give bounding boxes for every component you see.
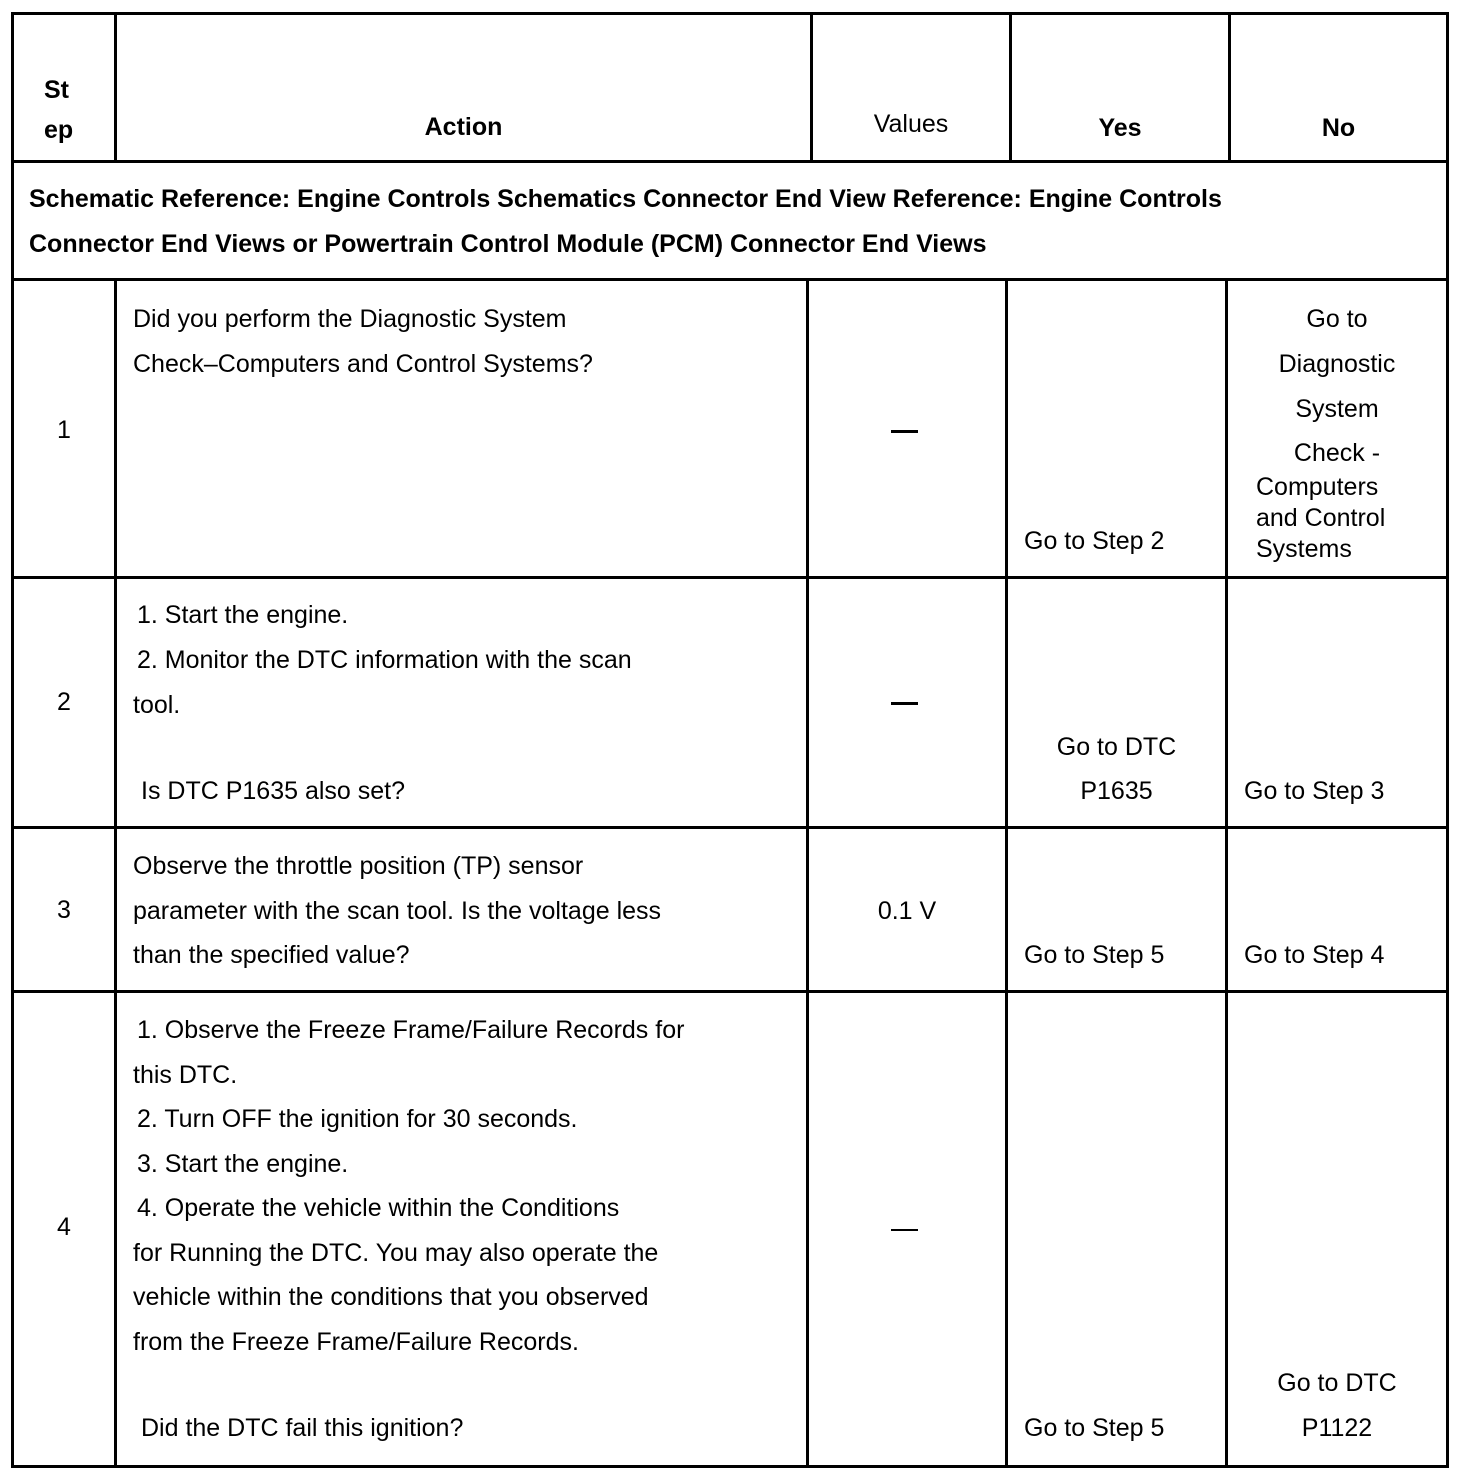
action-line: 1. Observe the Freeze Frame/Failure Records for — [137, 1016, 685, 1044]
values-cell — [809, 829, 1008, 990]
action-line: 2. Monitor the DTC information with the scan — [137, 646, 632, 674]
step-number: 4 — [57, 1213, 71, 1241]
action-line: Did you perform the Diagnostic System — [133, 305, 567, 333]
step-number-cell — [14, 829, 117, 990]
action-line: Check–Computers and Control Systems? — [133, 350, 593, 378]
step-row-3 — [14, 829, 1446, 993]
action-line: 1. Start the engine. — [137, 601, 349, 629]
action-line: vehicle within the conditions that you observed — [133, 1283, 649, 1311]
header-yes-cell — [1012, 15, 1231, 160]
header-no: No — [1321, 114, 1356, 142]
step-number-cell — [14, 579, 117, 826]
no-line: and Control — [1256, 504, 1386, 532]
value-dash — [891, 702, 918, 705]
header-step-cell — [14, 15, 117, 160]
action-line: from the Freeze Frame/Failure Records. — [133, 1328, 579, 1356]
action-line: 2. Turn OFF the ignition for 30 seconds. — [137, 1105, 578, 1133]
action-line: for Running the DTC. You may also operate the — [133, 1239, 659, 1267]
step-row-4 — [14, 993, 1446, 1465]
action-line: tool. — [133, 691, 181, 719]
header-no-cell — [1231, 15, 1446, 160]
values-cell — [809, 281, 1008, 576]
reference-line1: Schematic Reference: Engine Controls Schematics Connector End View Reference: Engine Controls — [29, 185, 1222, 213]
value-dash — [891, 1229, 918, 1231]
diagnostic-table — [11, 12, 1449, 1468]
action-question: Is DTC P1635 also set? — [141, 777, 406, 805]
header-step-line1: St — [44, 76, 69, 104]
action-cell — [117, 829, 809, 990]
yes-line: Go to DTC — [1056, 733, 1177, 761]
no-cell — [1228, 579, 1446, 826]
action-question: Did the DTC fail this ignition? — [141, 1414, 464, 1442]
action-line: 4. Operate the vehicle within the Conditions — [137, 1194, 620, 1222]
no-line: Systems — [1256, 535, 1352, 563]
yes-cell — [1008, 993, 1228, 1465]
yes-line: P1635 — [1080, 777, 1153, 805]
header-values: Values — [873, 110, 949, 138]
yes-action: Go to Step 2 — [1024, 527, 1165, 555]
values-cell — [809, 579, 1008, 826]
yes-cell — [1008, 829, 1228, 990]
no-line: Check - — [1293, 439, 1381, 467]
no-line: P1122 — [1301, 1414, 1373, 1442]
step-number-cell — [14, 993, 117, 1465]
step-number-cell — [14, 281, 117, 576]
yes-cell — [1008, 579, 1228, 826]
no-cell — [1228, 829, 1446, 990]
no-line: Computers — [1256, 473, 1379, 501]
action-line: parameter with the scan tool. Is the voltage less — [133, 897, 662, 925]
values-cell — [809, 993, 1008, 1465]
yes-action: Go to Step 5 — [1024, 1414, 1165, 1442]
no-line: Go to DTC — [1277, 1369, 1397, 1397]
step-number: 3 — [57, 896, 71, 924]
no-action: Go to Step 4 — [1244, 941, 1385, 969]
no-action: Go to Step 3 — [1244, 777, 1385, 805]
no-cell — [1228, 281, 1446, 576]
header-values-cell — [813, 15, 1012, 160]
action-cell — [117, 993, 809, 1465]
step-number: 2 — [57, 688, 71, 716]
action-line: than the specified value? — [133, 941, 410, 969]
action-line: Observe the throttle position (TP) sensor — [133, 852, 584, 880]
header-yes: Yes — [1098, 114, 1142, 142]
step-row-1 — [14, 281, 1446, 579]
action-line: this DTC. — [133, 1061, 238, 1089]
reference-line2: Connector End Views or Powertrain Control Module (PCM) Connector End Views — [29, 230, 987, 258]
step-number: 1 — [57, 416, 71, 444]
action-cell — [117, 281, 809, 576]
yes-cell — [1008, 281, 1228, 576]
step-row-2 — [14, 579, 1446, 829]
no-line: System — [1295, 395, 1379, 423]
header-row — [14, 15, 1446, 163]
action-line: 3. Start the engine. — [137, 1150, 349, 1178]
no-line: Diagnostic — [1278, 350, 1396, 378]
no-cell — [1228, 993, 1446, 1465]
reference-row — [14, 163, 1446, 281]
header-step-line2: ep — [44, 116, 74, 144]
action-cell — [117, 579, 809, 826]
value-dash — [891, 430, 918, 433]
yes-action: Go to Step 5 — [1024, 941, 1165, 969]
header-action-cell — [117, 15, 813, 160]
value-text: 0.1 V — [877, 897, 937, 925]
header-action: Action — [424, 113, 503, 141]
no-line: Go to — [1306, 305, 1368, 333]
